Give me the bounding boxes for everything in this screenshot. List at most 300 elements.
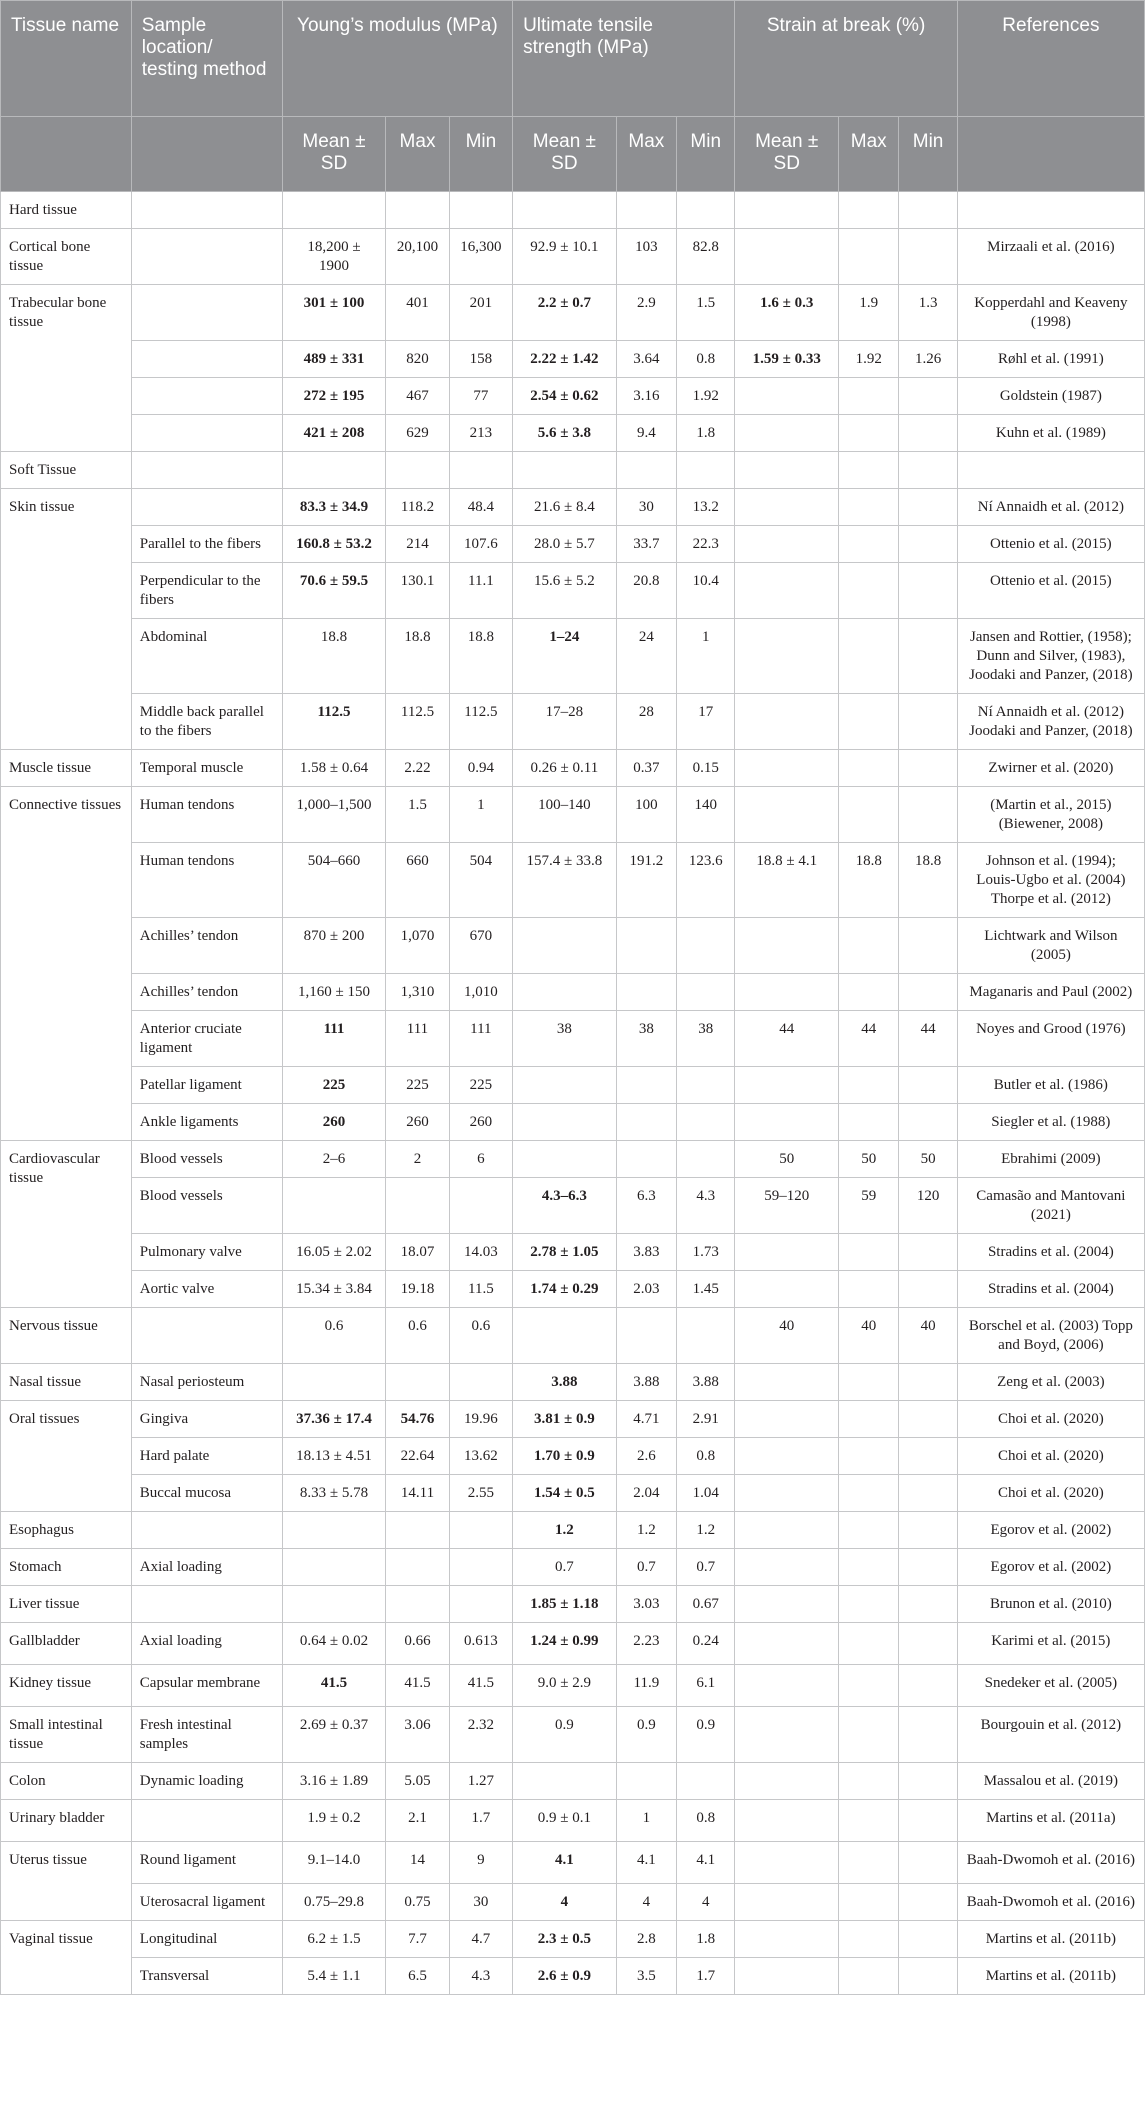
header-sample-location: Sample location/ testing method [131,1,282,117]
uts-mean-cell: 1.54 ± 0.5 [513,1475,617,1512]
ym-min-cell: 30 [449,1884,512,1921]
ym-mean-cell: 160.8 ± 53.2 [282,526,386,563]
strain-mean-cell [735,1549,839,1586]
uts-min-cell: 0.15 [677,750,735,787]
reference-cell: Goldstein (1987) [957,378,1144,415]
strain-min-cell [899,1958,957,1995]
strain-max-cell [839,1067,899,1104]
uts-min-cell [677,1308,735,1364]
uts-mean-cell: 21.6 ± 8.4 [513,489,617,526]
strain-mean-cell: 40 [735,1308,839,1364]
strain-mean-cell [735,1401,839,1438]
strain-min-cell [899,378,957,415]
section-row [1,192,1145,229]
strain-mean-cell [735,1958,839,1995]
uts-max-cell: 2.04 [616,1475,676,1512]
sample-location-cell [131,378,282,415]
strain-min-cell [899,1763,957,1800]
uts-max-cell: 4 [616,1884,676,1921]
uts-min-cell: 3.88 [677,1364,735,1401]
ym-mean-cell: 0.75–29.8 [282,1884,386,1921]
uts-max-cell: 100 [616,787,676,843]
strain-min-cell [899,694,957,750]
tissue-name-cell: Skin tissue [1,489,132,750]
strain-mean-cell [735,1512,839,1549]
uts-max-cell: 9.4 [616,415,676,452]
ym-min-cell: 201 [449,285,512,341]
sample-location-cell: Patellar ligament [131,1067,282,1104]
header-strain-at-break: Strain at break (%) [735,1,957,117]
uts-min-cell [677,1763,735,1800]
strain-min-cell [899,1271,957,1308]
section-row [1,452,1145,489]
empty-cell [839,452,899,489]
uts-min-cell: 1.8 [677,415,735,452]
strain-max-cell [839,974,899,1011]
uts-mean-cell: 2.6 ± 0.9 [513,1958,617,1995]
strain-max-cell [839,1512,899,1549]
strain-min-cell [899,526,957,563]
uts-mean-cell: 1.85 ± 1.18 [513,1586,617,1623]
strain-min-cell: 50 [899,1141,957,1178]
strain-min-cell [899,1921,957,1958]
reference-cell: Johnson et al. (1994); Louis-Ugbo et al. (2004) Thorpe et al. (2012) [957,843,1144,918]
empty-cell [616,452,676,489]
uts-min-cell: 6.1 [677,1665,735,1707]
sample-location-cell [131,1308,282,1364]
uts-max-cell: 1 [616,1800,676,1842]
strain-mean-cell [735,1800,839,1842]
ym-min-cell: 0.613 [449,1623,512,1665]
uts-min-cell: 0.8 [677,341,735,378]
reference-cell: Martins et al. (2011b) [957,1921,1144,1958]
header-references: References [957,1,1144,117]
empty-cell [131,192,282,229]
uts-min-cell: 4 [677,1884,735,1921]
empty-cell [735,192,839,229]
empty-cell [839,192,899,229]
ym-min-cell: 107.6 [449,526,512,563]
uts-max-cell: 2.6 [616,1438,676,1475]
strain-mean-cell: 1.59 ± 0.33 [735,341,839,378]
sample-location-cell: Axial loading [131,1549,282,1586]
tissue-name-cell: Nervous tissue [1,1308,132,1364]
uts-min-cell [677,918,735,974]
uts-min-cell: 1.45 [677,1271,735,1308]
ym-min-cell: 13.62 [449,1438,512,1475]
strain-min-cell [899,563,957,619]
uts-min-cell: 17 [677,694,735,750]
ym-mean-cell: 9.1–14.0 [282,1842,386,1884]
reference-cell: Kuhn et al. (1989) [957,415,1144,452]
uts-mean-cell [513,918,617,974]
table-row [1,1958,1145,1995]
ym-min-cell: 1 [449,787,512,843]
uts-max-cell [616,1104,676,1141]
table-row [1,1067,1145,1104]
reference-cell: Egorov et al. (2002) [957,1512,1144,1549]
ym-max-cell: 1.5 [386,787,449,843]
strain-max-cell [839,1271,899,1308]
sample-location-cell: Temporal muscle [131,750,282,787]
table-row [1,341,1145,378]
table-row [1,843,1145,918]
uts-max-cell [616,1067,676,1104]
ym-mean-cell: 870 ± 200 [282,918,386,974]
header-tissue-name: Tissue name [1,1,132,117]
ym-min-cell: 2.32 [449,1707,512,1763]
uts-mean-cell: 1.70 ± 0.9 [513,1438,617,1475]
table-row [1,1178,1145,1234]
sample-location-cell [131,415,282,452]
ym-max-cell: 41.5 [386,1665,449,1707]
uts-min-cell: 1.2 [677,1512,735,1549]
ym-max-cell: 18.8 [386,619,449,694]
empty-cell [677,192,735,229]
uts-mean-cell: 0.26 ± 0.11 [513,750,617,787]
ym-max-cell: 2.1 [386,1800,449,1842]
ym-max-cell: 118.2 [386,489,449,526]
strain-max-cell [839,1438,899,1475]
reference-cell: Ottenio et al. (2015) [957,563,1144,619]
ym-min-cell: 111 [449,1011,512,1067]
uts-mean-cell: 4.3–6.3 [513,1178,617,1234]
tissue-name-cell: Connective tissues [1,787,132,1141]
strain-mean-cell [735,918,839,974]
table-row [1,489,1145,526]
strain-max-cell [839,1921,899,1958]
strain-mean-cell [735,1438,839,1475]
reference-cell: Butler et al. (1986) [957,1067,1144,1104]
strain-mean-cell [735,1623,839,1665]
strain-min-cell: 120 [899,1178,957,1234]
sample-location-cell: Perpendicular to the fibers [131,563,282,619]
ym-mean-cell: 5.4 ± 1.1 [282,1958,386,1995]
strain-mean-cell [735,526,839,563]
uts-max-cell: 3.5 [616,1958,676,1995]
ym-min-cell: 0.6 [449,1308,512,1364]
table-row [1,563,1145,619]
ym-max-cell: 2 [386,1141,449,1178]
sample-location-cell: Aortic valve [131,1271,282,1308]
ym-max-cell: 1,310 [386,974,449,1011]
table-row [1,918,1145,974]
strain-max-cell [839,1104,899,1141]
ym-mean-cell: 41.5 [282,1665,386,1707]
strain-min-cell [899,1234,957,1271]
ym-max-cell: 14 [386,1842,449,1884]
table-row [1,1438,1145,1475]
reference-cell: Kopperdahl and Keaveny (1998) [957,285,1144,341]
strain-mean-cell [735,694,839,750]
uts-mean-cell: 2.2 ± 0.7 [513,285,617,341]
strain-mean-cell [735,1921,839,1958]
uts-min-cell: 0.7 [677,1549,735,1586]
empty-cell [449,452,512,489]
uts-mean-cell [513,1067,617,1104]
table-row [1,1921,1145,1958]
ym-mean-cell: 504–660 [282,843,386,918]
ym-max-cell: 660 [386,843,449,918]
strain-mean-cell [735,1475,839,1512]
ym-min-cell: 4.7 [449,1921,512,1958]
uts-max-cell [616,1308,676,1364]
tissue-name-cell: Gallbladder [1,1623,132,1665]
strain-max-cell: 44 [839,1011,899,1067]
sample-location-cell: Uterosacral ligament [131,1884,282,1921]
subheader-uts-min: Min [677,117,735,192]
sample-location-cell: Dynamic loading [131,1763,282,1800]
tissue-name-cell: Uterus tissue [1,1842,132,1921]
ym-max-cell: 7.7 [386,1921,449,1958]
ym-min-cell: 11.5 [449,1271,512,1308]
strain-mean-cell [735,489,839,526]
empty-cell [282,452,386,489]
ym-min-cell: 225 [449,1067,512,1104]
sample-location-cell: Buccal mucosa [131,1475,282,1512]
ym-mean-cell: 0.64 ± 0.02 [282,1623,386,1665]
uts-max-cell: 3.16 [616,378,676,415]
table-header [1,1,1145,192]
tissue-name-cell: Colon [1,1763,132,1800]
strain-mean-cell [735,1842,839,1884]
uts-min-cell: 123.6 [677,843,735,918]
table-row [1,1401,1145,1438]
uts-mean-cell: 2.3 ± 0.5 [513,1921,617,1958]
uts-min-cell: 22.3 [677,526,735,563]
ym-mean-cell: 225 [282,1067,386,1104]
sample-location-cell [131,1586,282,1623]
subheader-uts-mean: Mean ± SD [513,117,617,192]
reference-cell: Zwirner et al. (2020) [957,750,1144,787]
ym-mean-cell: 2–6 [282,1141,386,1178]
table-row [1,1141,1145,1178]
ym-mean-cell [282,1549,386,1586]
table-row [1,1884,1145,1921]
strain-max-cell [839,526,899,563]
subheader-strain-mean: Mean ± SD [735,117,839,192]
uts-max-cell: 2.9 [616,285,676,341]
subheader-strain-max: Max [839,117,899,192]
reference-cell: Choi et al. (2020) [957,1438,1144,1475]
sample-location-cell: Middle back parallel to the fibers [131,694,282,750]
ym-max-cell: 467 [386,378,449,415]
ym-max-cell: 5.05 [386,1763,449,1800]
sample-location-cell [131,489,282,526]
table-row [1,1104,1145,1141]
reference-cell: Maganaris and Paul (2002) [957,974,1144,1011]
table-row [1,1364,1145,1401]
strain-mean-cell [735,1104,839,1141]
strain-min-cell: 18.8 [899,843,957,918]
reference-cell: Stradins et al. (2004) [957,1234,1144,1271]
sample-location-cell: Longitudinal [131,1921,282,1958]
sample-location-cell [131,229,282,285]
strain-mean-cell: 44 [735,1011,839,1067]
uts-min-cell: 1.04 [677,1475,735,1512]
reference-cell: Mirzaali et al. (2016) [957,229,1144,285]
sample-location-cell: Fresh intestinal samples [131,1707,282,1763]
strain-mean-cell: 50 [735,1141,839,1178]
ym-mean-cell: 111 [282,1011,386,1067]
empty-cell [386,192,449,229]
ym-min-cell: 0.94 [449,750,512,787]
reference-cell: Jansen and Rottier, (1958); Dunn and Silver, (1983), Joodaki and Panzer, (2018) [957,619,1144,694]
sample-location-cell: Blood vessels [131,1178,282,1234]
ym-min-cell: 18.8 [449,619,512,694]
ym-min-cell: 260 [449,1104,512,1141]
strain-mean-cell [735,229,839,285]
ym-max-cell [386,1512,449,1549]
uts-max-cell: 6.3 [616,1178,676,1234]
sample-location-cell: Abdominal [131,619,282,694]
reference-cell: Choi et al. (2020) [957,1475,1144,1512]
uts-mean-cell: 3.88 [513,1364,617,1401]
sample-location-cell [131,341,282,378]
uts-min-cell: 13.2 [677,489,735,526]
empty-cell [957,192,1144,229]
ym-max-cell [386,1364,449,1401]
empty-cell [513,192,617,229]
sample-location-cell: Anterior cruciate ligament [131,1011,282,1067]
table-row [1,1549,1145,1586]
strain-max-cell [839,489,899,526]
uts-max-cell: 4.71 [616,1401,676,1438]
reference-cell: Stradins et al. (2004) [957,1271,1144,1308]
strain-mean-cell: 59–120 [735,1178,839,1234]
reference-cell: Noyes and Grood (1976) [957,1011,1144,1067]
ym-max-cell: 0.6 [386,1308,449,1364]
uts-min-cell: 1.8 [677,1921,735,1958]
ym-max-cell: 20,100 [386,229,449,285]
tissue-name-cell: Small intestinal tissue [1,1707,132,1763]
uts-mean-cell: 17–28 [513,694,617,750]
subheader-ym-max: Max [386,117,449,192]
uts-max-cell: 28 [616,694,676,750]
uts-min-cell: 1.7 [677,1958,735,1995]
uts-max-cell: 3.83 [616,1234,676,1271]
uts-mean-cell [513,1308,617,1364]
strain-min-cell [899,619,957,694]
ym-min-cell: 1.7 [449,1800,512,1842]
strain-min-cell [899,974,957,1011]
ym-mean-cell [282,1512,386,1549]
strain-mean-cell: 1.6 ± 0.3 [735,285,839,341]
ym-mean-cell: 18,200 ± 1900 [282,229,386,285]
strain-mean-cell: 18.8 ± 4.1 [735,843,839,918]
uts-max-cell: 11.9 [616,1665,676,1707]
strain-mean-cell [735,619,839,694]
uts-max-cell: 30 [616,489,676,526]
ym-max-cell: 130.1 [386,563,449,619]
ym-min-cell: 1,010 [449,974,512,1011]
table-row [1,1308,1145,1364]
reference-cell: Røhl et al. (1991) [957,341,1144,378]
reference-cell: Massalou et al. (2019) [957,1763,1144,1800]
ym-mean-cell: 18.8 [282,619,386,694]
ym-min-cell [449,1364,512,1401]
uts-mean-cell: 4 [513,1884,617,1921]
strain-min-cell [899,1884,957,1921]
tissue-name-cell: Cardiovascular tissue [1,1141,132,1308]
table-row [1,1234,1145,1271]
ym-min-cell: 158 [449,341,512,378]
table-row [1,1842,1145,1884]
uts-max-cell [616,1763,676,1800]
ym-mean-cell: 0.6 [282,1308,386,1364]
ym-max-cell: 225 [386,1067,449,1104]
strain-min-cell [899,1586,957,1623]
table-row [1,1665,1145,1707]
strain-mean-cell [735,787,839,843]
uts-max-cell: 0.7 [616,1549,676,1586]
empty-cell [131,452,282,489]
strain-min-cell [899,1800,957,1842]
strain-max-cell [839,1623,899,1665]
uts-max-cell: 0.37 [616,750,676,787]
uts-max-cell: 1.2 [616,1512,676,1549]
ym-mean-cell: 301 ± 100 [282,285,386,341]
ym-min-cell: 11.1 [449,563,512,619]
strain-mean-cell [735,1707,839,1763]
empty-cell [513,452,617,489]
ym-max-cell: 2.22 [386,750,449,787]
uts-mean-cell: 38 [513,1011,617,1067]
reference-cell: Borschel et al. (2003) Topp and Boyd, (2006) [957,1308,1144,1364]
sample-location-cell: Achilles’ tendon [131,974,282,1011]
ym-max-cell [386,1178,449,1234]
ym-min-cell: 1.27 [449,1763,512,1800]
ym-mean-cell [282,1178,386,1234]
reference-cell: Egorov et al. (2002) [957,1549,1144,1586]
strain-mean-cell [735,1364,839,1401]
sample-location-cell: Capsular membrane [131,1665,282,1707]
table-row [1,974,1145,1011]
ym-max-cell: 0.75 [386,1884,449,1921]
table-row [1,619,1145,694]
uts-mean-cell: 0.9 [513,1707,617,1763]
strain-min-cell [899,1842,957,1884]
empty-cell [899,192,957,229]
subheader-ym-min: Min [449,117,512,192]
uts-min-cell: 4.1 [677,1842,735,1884]
ym-min-cell: 19.96 [449,1401,512,1438]
table-row [1,229,1145,285]
strain-min-cell [899,1475,957,1512]
subheader-empty [1,117,132,192]
uts-mean-cell: 2.78 ± 1.05 [513,1234,617,1271]
subheader-empty [957,117,1144,192]
table-row [1,1512,1145,1549]
uts-min-cell [677,1141,735,1178]
strain-mean-cell [735,378,839,415]
ym-mean-cell: 112.5 [282,694,386,750]
uts-mean-cell: 1.24 ± 0.99 [513,1623,617,1665]
strain-min-cell: 1.26 [899,341,957,378]
ym-min-cell: 9 [449,1842,512,1884]
uts-max-cell [616,1141,676,1178]
uts-mean-cell: 3.81 ± 0.9 [513,1401,617,1438]
strain-max-cell [839,918,899,974]
uts-max-cell: 103 [616,229,676,285]
tissue-name-cell: Stomach [1,1549,132,1586]
strain-max-cell [839,1364,899,1401]
reference-cell: Martins et al. (2011a) [957,1800,1144,1842]
reference-cell: Siegler et al. (1988) [957,1104,1144,1141]
ym-min-cell: 670 [449,918,512,974]
ym-max-cell: 54.76 [386,1401,449,1438]
sample-location-cell [131,1800,282,1842]
